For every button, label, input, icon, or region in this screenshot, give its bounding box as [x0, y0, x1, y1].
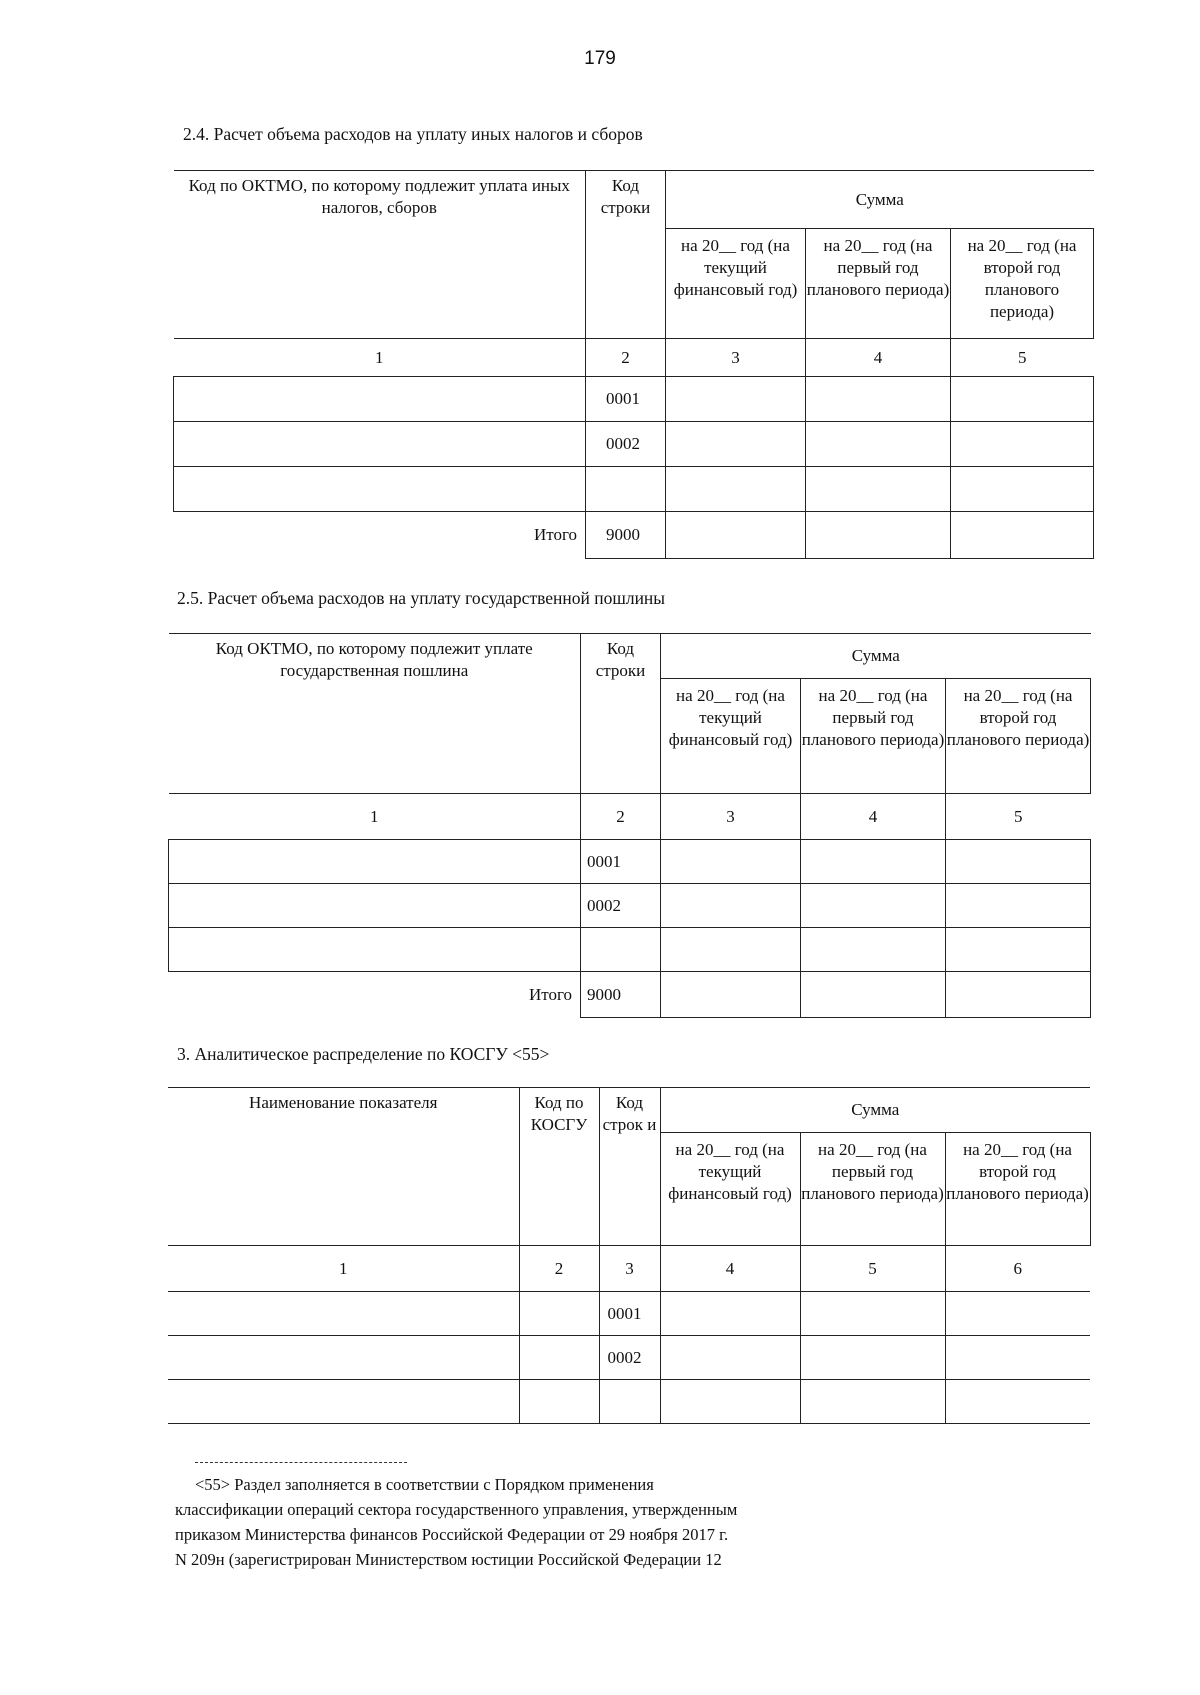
- amount-cell[interactable]: [801, 840, 946, 884]
- amount-cell[interactable]: [660, 1292, 800, 1336]
- col-oktmo-header: Код ОКТМО, по которому подлежит уплате государственная пошлина: [169, 634, 581, 794]
- section-2-5-title: 2.5. Расчет объема расходов на уплату государственной пошлины: [177, 588, 666, 608]
- total-row: [169, 972, 1091, 1018]
- colnum: 2: [519, 1246, 599, 1292]
- col-code-header: Код строки: [581, 634, 661, 794]
- amount-cell[interactable]: [661, 840, 801, 884]
- row-code: [581, 928, 661, 972]
- amount-cell[interactable]: [800, 1292, 945, 1336]
- sum-header: Сумма: [661, 634, 1091, 679]
- footnote-line: N 209н (зарегистрирован Министерством юстиции Российской Федерации 12: [175, 1550, 722, 1569]
- colnum: 1: [169, 794, 581, 840]
- footnote-separator: [195, 1462, 407, 1463]
- table-row: [174, 422, 1094, 467]
- section-2-4-title: 2.4. Расчет объема расходов на уплату иных налогов и сборов: [183, 124, 643, 144]
- colnum: 5: [800, 1246, 945, 1292]
- total-label: Итого: [169, 972, 581, 1018]
- oktmo-cell[interactable]: [174, 422, 586, 467]
- colnum: 5: [951, 339, 1094, 377]
- amount-cell[interactable]: [660, 1336, 800, 1380]
- amount-cell[interactable]: [951, 512, 1094, 559]
- colnum: 1: [174, 339, 586, 377]
- kosgu-cell[interactable]: [519, 1336, 599, 1380]
- year-current-header: на 20__ год (на текущий финансовый год): [661, 679, 801, 794]
- oktmo-cell[interactable]: [169, 928, 581, 972]
- row-code: 0002: [599, 1336, 660, 1380]
- amount-cell[interactable]: [661, 928, 801, 972]
- amount-cell[interactable]: [945, 1380, 1090, 1424]
- amount-cell[interactable]: [806, 422, 951, 467]
- row-code: [599, 1380, 660, 1424]
- total-row: [174, 512, 1094, 559]
- amount-cell[interactable]: [801, 972, 946, 1018]
- amount-cell[interactable]: [946, 840, 1091, 884]
- amount-cell[interactable]: [800, 1380, 945, 1424]
- amount-cell[interactable]: [661, 884, 801, 928]
- table-row: [169, 840, 1091, 884]
- total-label: Итого: [174, 512, 586, 559]
- row-code: 0002: [581, 884, 661, 928]
- amount-cell[interactable]: [801, 884, 946, 928]
- colnum: 3: [599, 1246, 660, 1292]
- year-first-plan-header: на 20__ год (на первый год планового периода): [806, 229, 951, 339]
- indicator-cell[interactable]: [168, 1336, 519, 1380]
- colnum: 3: [661, 794, 801, 840]
- footnote-line: классификации операций сектора государственного управления, утвержденным: [175, 1500, 738, 1519]
- year-first-plan-header: на 20__ год (на первый год планового периода): [801, 679, 946, 794]
- year-current-header: на 20__ год (на текущий финансовый год): [660, 1133, 800, 1246]
- year-second-plan-header: на 20__ год (на второй год планового периода): [951, 229, 1094, 339]
- amount-cell[interactable]: [801, 928, 946, 972]
- year-second-plan-header: на 20__ год (на второй год планового периода): [945, 1133, 1090, 1246]
- colnum: 1: [168, 1246, 519, 1292]
- amount-cell[interactable]: [946, 884, 1091, 928]
- oktmo-cell[interactable]: [174, 377, 586, 422]
- amount-cell[interactable]: [946, 928, 1091, 972]
- oktmo-cell[interactable]: [174, 467, 586, 512]
- row-code: 0001: [581, 840, 661, 884]
- footnote-line: приказом Министерства финансов Российской Федерации от 29 ноября 2017 г.: [175, 1525, 729, 1544]
- colnum: 5: [946, 794, 1091, 840]
- total-code: 9000: [586, 512, 666, 559]
- amount-cell[interactable]: [946, 972, 1091, 1018]
- colnum: 4: [660, 1246, 800, 1292]
- colnum: 2: [586, 339, 666, 377]
- indicator-cell[interactable]: [168, 1380, 519, 1424]
- sum-header: Сумма: [660, 1088, 1090, 1133]
- year-current-header: на 20__ год (на текущий финансовый год): [666, 229, 806, 339]
- col-code-header: Код строк и: [599, 1088, 660, 1246]
- amount-cell[interactable]: [945, 1292, 1090, 1336]
- section-3-title: 3. Аналитическое распределение по КОСГУ <55>: [177, 1044, 550, 1064]
- amount-cell[interactable]: [951, 377, 1094, 422]
- sum-header: Сумма: [666, 171, 1094, 229]
- footnote: [175, 1472, 890, 1572]
- colnum: 3: [666, 339, 806, 377]
- amount-cell[interactable]: [666, 467, 806, 512]
- amount-cell[interactable]: [945, 1336, 1090, 1380]
- oktmo-cell[interactable]: [169, 884, 581, 928]
- page-number: 179: [584, 48, 616, 69]
- row-code: [586, 467, 666, 512]
- amount-cell[interactable]: [666, 512, 806, 559]
- colnum: 2: [581, 794, 661, 840]
- colnum: 4: [806, 339, 951, 377]
- table-row: [168, 1380, 1090, 1424]
- colnum: 6: [945, 1246, 1090, 1292]
- colnum: 4: [801, 794, 946, 840]
- amount-cell[interactable]: [806, 377, 951, 422]
- table-row: [174, 467, 1094, 512]
- col-oktmo-header: Код по ОКТМО, по которому подлежит уплата иных налогов, сборов: [174, 171, 586, 339]
- year-first-plan-header: на 20__ год (на первый год планового периода): [800, 1133, 945, 1246]
- kosgu-cell[interactable]: [519, 1380, 599, 1424]
- amount-cell[interactable]: [800, 1336, 945, 1380]
- row-code: 0001: [599, 1292, 660, 1336]
- table-row: [168, 1336, 1090, 1380]
- table-row: [174, 377, 1094, 422]
- amount-cell[interactable]: [666, 422, 806, 467]
- indicator-cell[interactable]: [168, 1292, 519, 1336]
- amount-cell[interactable]: [661, 972, 801, 1018]
- amount-cell[interactable]: [660, 1380, 800, 1424]
- table-state-duty: [168, 633, 1091, 1018]
- footnote-line: <55> Раздел заполняется в соответствии с Порядком применения: [195, 1475, 654, 1494]
- col-code-header: Код строки: [586, 171, 666, 339]
- year-second-plan-header: на 20__ год (на второй год планового периода): [946, 679, 1091, 794]
- col-indicator-header: Наименование показателя: [168, 1088, 519, 1246]
- amount-cell[interactable]: [806, 467, 951, 512]
- table-row: [168, 1292, 1090, 1336]
- amount-cell[interactable]: [951, 467, 1094, 512]
- amount-cell[interactable]: [951, 422, 1094, 467]
- table-kosgu-distribution: [168, 1087, 1091, 1424]
- row-code: 0002: [586, 422, 666, 467]
- total-code: 9000: [581, 972, 661, 1018]
- table-other-taxes: [173, 170, 1094, 559]
- amount-cell[interactable]: [806, 512, 951, 559]
- row-code: 0001: [586, 377, 666, 422]
- table-row: [169, 928, 1091, 972]
- oktmo-cell[interactable]: [169, 840, 581, 884]
- col-kosgu-header: Код по КОСГУ: [519, 1088, 599, 1246]
- amount-cell[interactable]: [666, 377, 806, 422]
- table-row: [169, 884, 1091, 928]
- kosgu-cell[interactable]: [519, 1292, 599, 1336]
